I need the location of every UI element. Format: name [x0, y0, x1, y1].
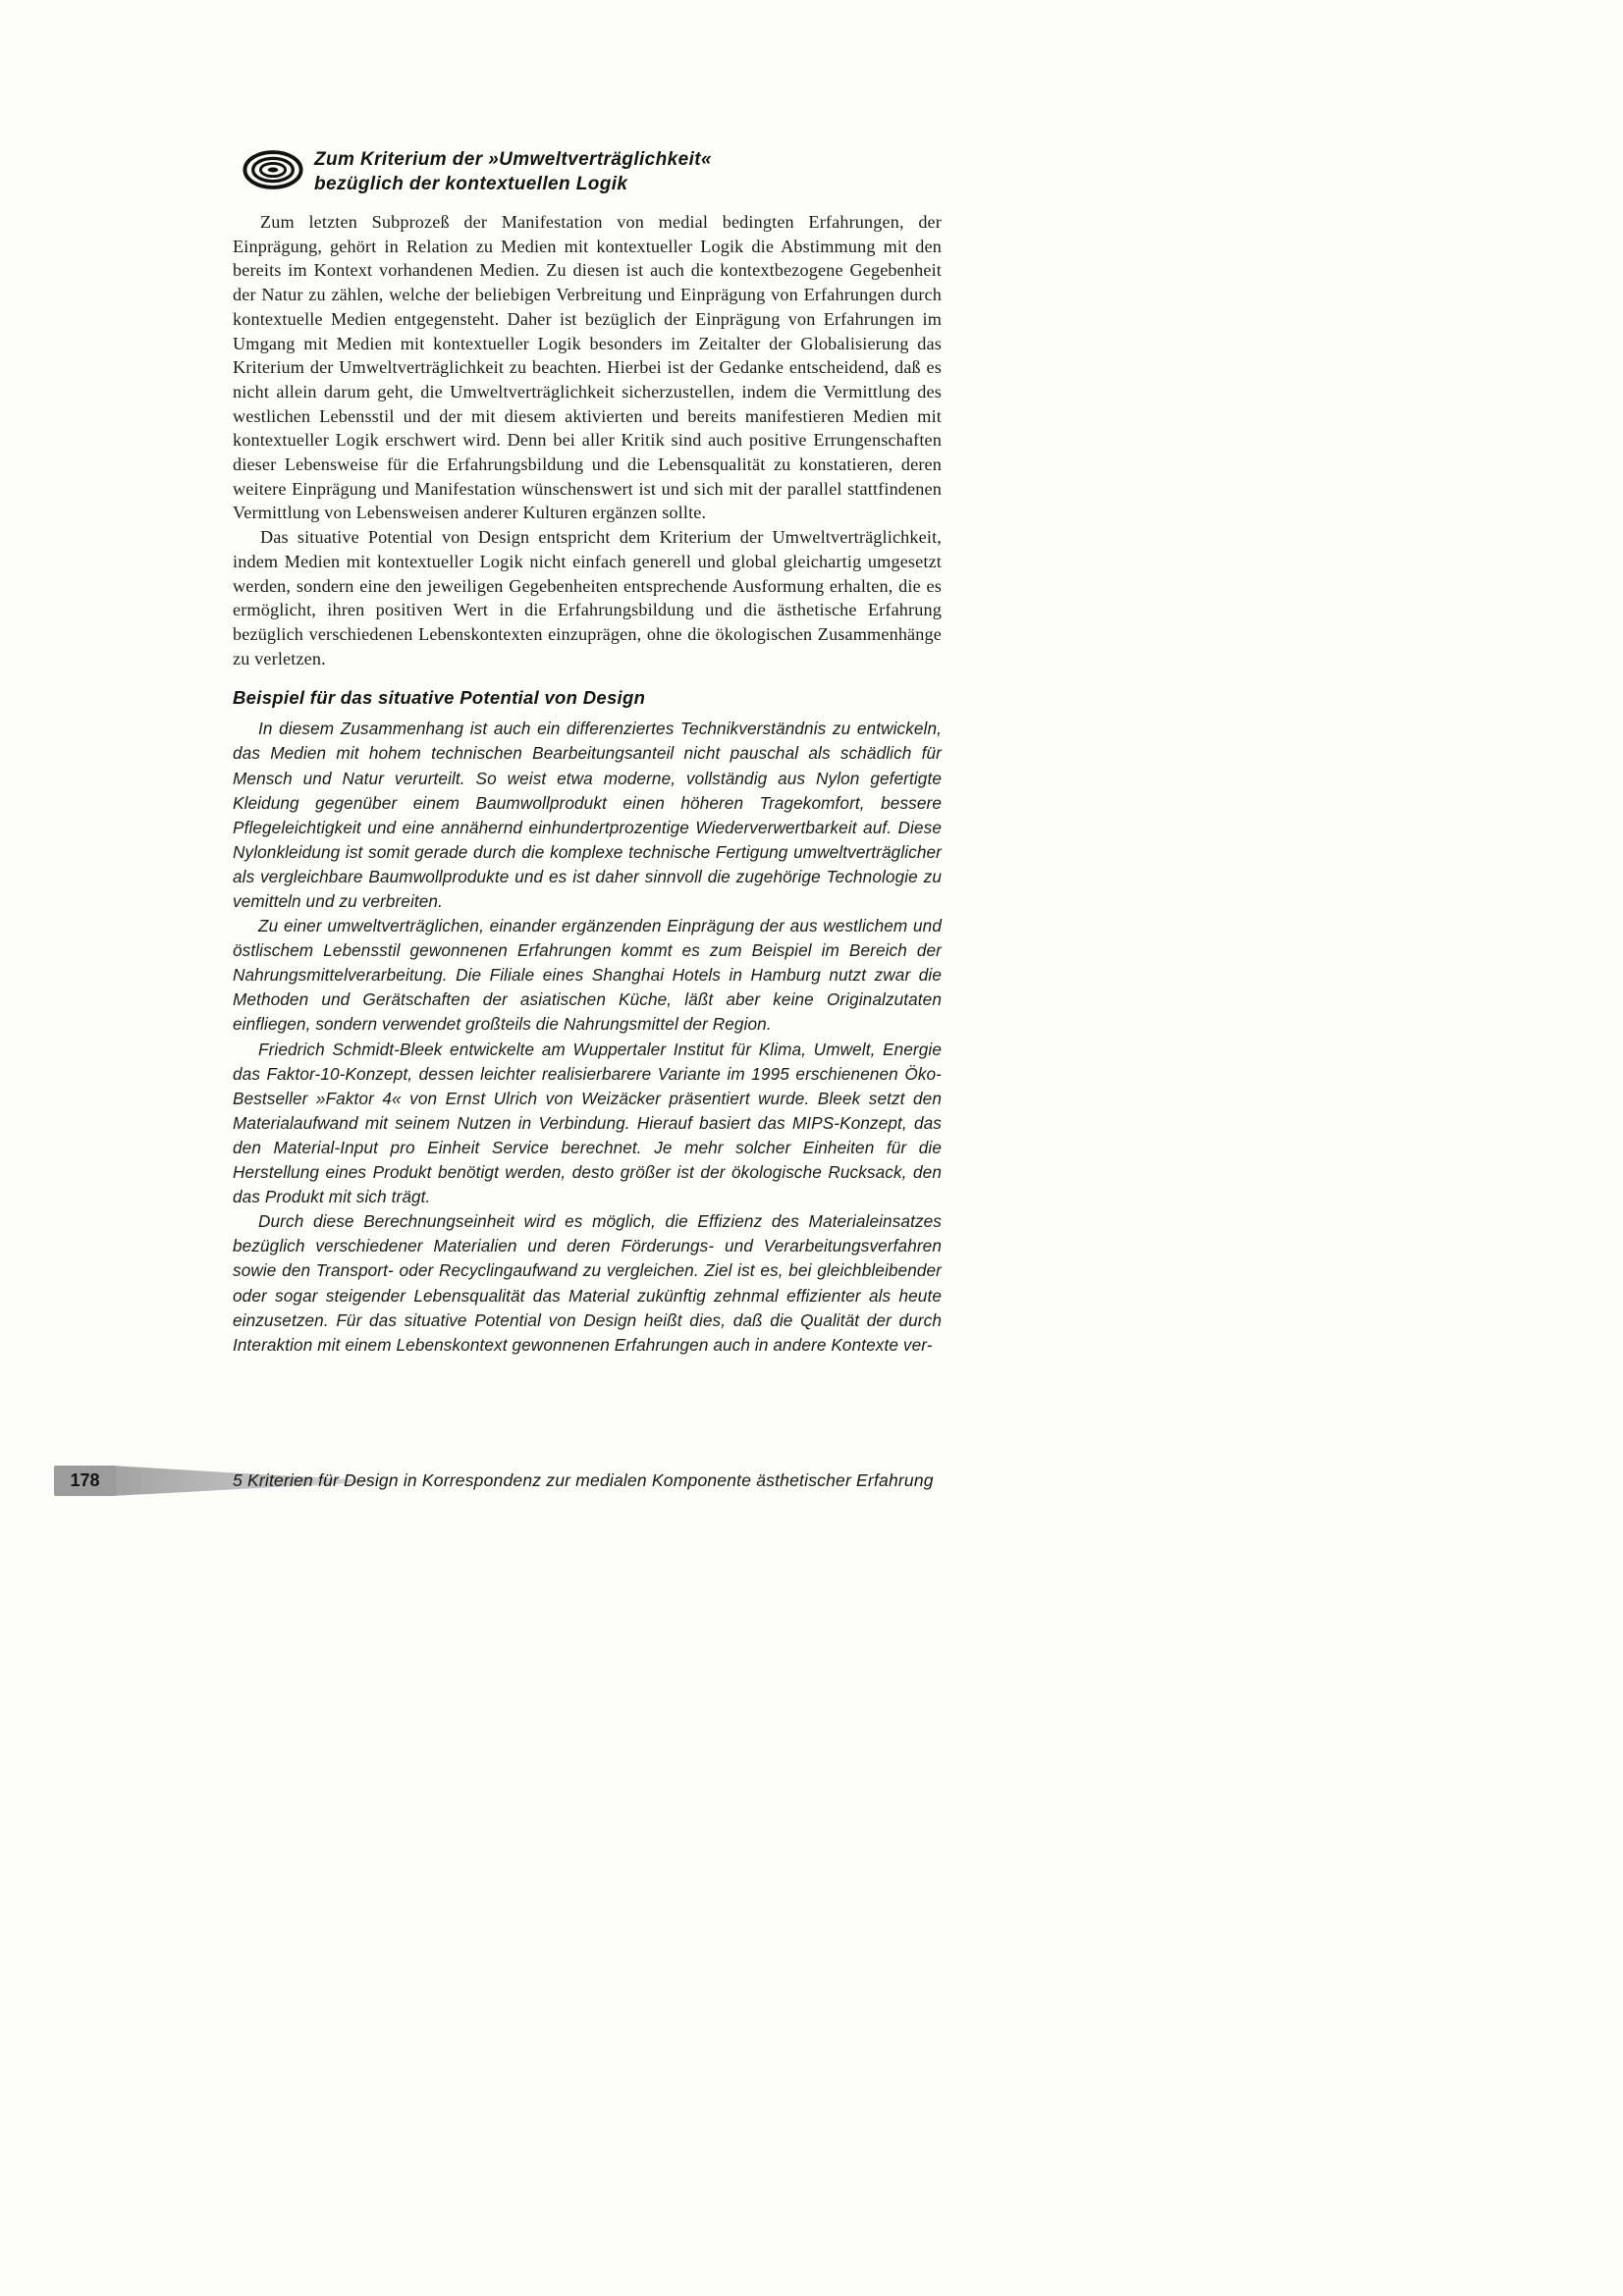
section-heading-line-2: bezüglich der kontextuellen Logik: [314, 174, 628, 194]
page-content: [233, 147, 942, 1358]
example-paragraph: Zu einer umweltverträglichen, einander ergänzenden Einprägung der aus westlichem und östlischem Lebensstil gewonnenen Erfahrungen kommt es zum Beispiel im Bereich der Nahrungsmittelverarbeitung. Die Filiale eines Shanghai Hotels in Hamburg nutzt zwar die Methoden und Gerätschaften der asiatischen Küche, läßt aber keine Originalzutaten einfliegen, sondern verwendet großteils die Nahrungsmittel der Region.: [233, 916, 942, 1035]
example-section-heading: Beispiel für das situative Potential von Design: [233, 687, 646, 709]
page-number-badge: [54, 1466, 116, 1496]
example-paragraph: In diesem Zusammenhang ist auch ein differenziertes Technikverständnis zu entwickeln, das Medien mit hohem technischen Bearbeitungsanteil nicht pauschal als schädlich für Mensch und Natur verurteilt. So weist etwa moderne, vollständig aus Nylon gefertigte Kleidung gegenüber einem Baumwollprodukt einen höheren Tragekomfort, bessere Pflegeleichtigkeit und eine annähernd einhundertprozentige Wiederverwertbarkeit auf. Diese Nylonkleidung ist somit gerade durch die komplexe technische Fertigung umweltverträglicher als vergleichbare Baumwollprodukte und es ist daher sinnvoll die zugehörige Technologie zu vemitteln und zu verbreiten.: [233, 719, 942, 912]
concentric-ovals-icon: [243, 149, 303, 190]
section-heading-row: [233, 147, 942, 196]
section-heading-line-1: Zum Kriterium der »Umweltverträglichkeit«: [314, 149, 712, 170]
running-footer-text: 5 Kriterien für Design in Korrespondenz zur medialen Komponente ästhetischer Erfahrung: [233, 1470, 934, 1490]
page-footer: [0, 1463, 1623, 1506]
page-number: 178: [70, 1470, 100, 1490]
body-paragraph: Das situative Potential von Design entspricht dem Kriterium der Umweltverträglichkeit, indem Medien mit kontextueller Logik nicht einfach generell und global gleichartig umgesetzt werden, sondern eine den jeweiligen Gegebenheiten entsprechende Ausformung erhalten, die es ermöglicht, ihren positiven Wert in die Erfahrungsbildung und die ästhetische Erfahrung bezüglich verschiedenen Lebenskontexten einzuprägen, ohne die ökologischen Zusammenhänge zu verletzen.: [233, 527, 942, 668]
body-paragraph: Zum letzten Subprozeß der Manifestation von medial bedingten Erfahrungen, der Einprägung, gehört in Relation zu Medien mit kontextueller Logik die Abstimmung mit den bereits im Kontext vorhandenen Medien. Zu diesen ist auch die kontextbezogene Gegebenheit der Natur zu zählen, welche der beliebigen Verbreitung und Einprägung von Erfahrungen durch kontextuelle Medien entgegensteht. Daher ist bezüglich der Einprägung von Erfahrungen im Umgang mit Medien mit kontextueller Logik besonders im Zeitalter der Globalisierung das Kriterium der Umweltverträglichkeit zu beachten. Hierbei ist der Gedanke entscheidend, daß es nicht allein darum geht, die Umweltverträglichkeit sicherzustellen, indem die Vermittlung des westlichen Lebensstil und der mit diesem aktivierten und bereits manifestieren Medien mit kontextueller Logik erschwert wird. Denn bei aller Kritik sind auch positive Errungenschaften dieser Lebensweise für die Erfahrungsbildung und die Lebensqualität zu konstatieren, deren weitere Einprägung und Manifestation wünschenswert ist und sich mit der parallel stattfindenen Vermittlung von Lebensweisen anderer Kulturen ergänzen sollte.: [233, 212, 942, 523]
section-heading: [314, 147, 712, 196]
example-paragraph: Durch diese Berechnungseinheit wird es möglich, die Effizienz des Materialeinsatzes bezüglich verschiedener Materialien und deren Förderungs- und Verarbeitungsverfahren sowie den Transport- oder Recyclingaufwand zu vergleichen. Ziel ist es, bei gleichbleibender oder sogar steigender Lebensqualität das Material zukünftig zehnmal effizienter als heute einzusetzen. Für das situative Potential von Design heißt dies, daß die Qualität der durch Interaktion mit einem Lebenskontext gewonnenen Erfahrungen auch in andere Kontexte ver-: [233, 1211, 942, 1355]
example-paragraph: Friedrich Schmidt-Bleek entwickelte am Wuppertaler Institut für Klima, Umwelt, Energie das Faktor-10-Konzept, dessen leichter realisierbarere Variante im 1995 erschienenen Öko-Bestseller »Faktor 4« von Ernst Ulrich von Weizäcker präsentiert wurde. Bleek setzt den Materialaufwand mit seinem Nutzen in Verbindung. Hierauf basiert das MIPS-Konzept, das den Material-Input pro Einheit Service berechnet. Je mehr solcher Einheiten für die Herstellung eines Produkt benötigt werden, desto größer ist der ökologische Rucksack, den das Produkt mit sich trägt.: [233, 1039, 942, 1207]
